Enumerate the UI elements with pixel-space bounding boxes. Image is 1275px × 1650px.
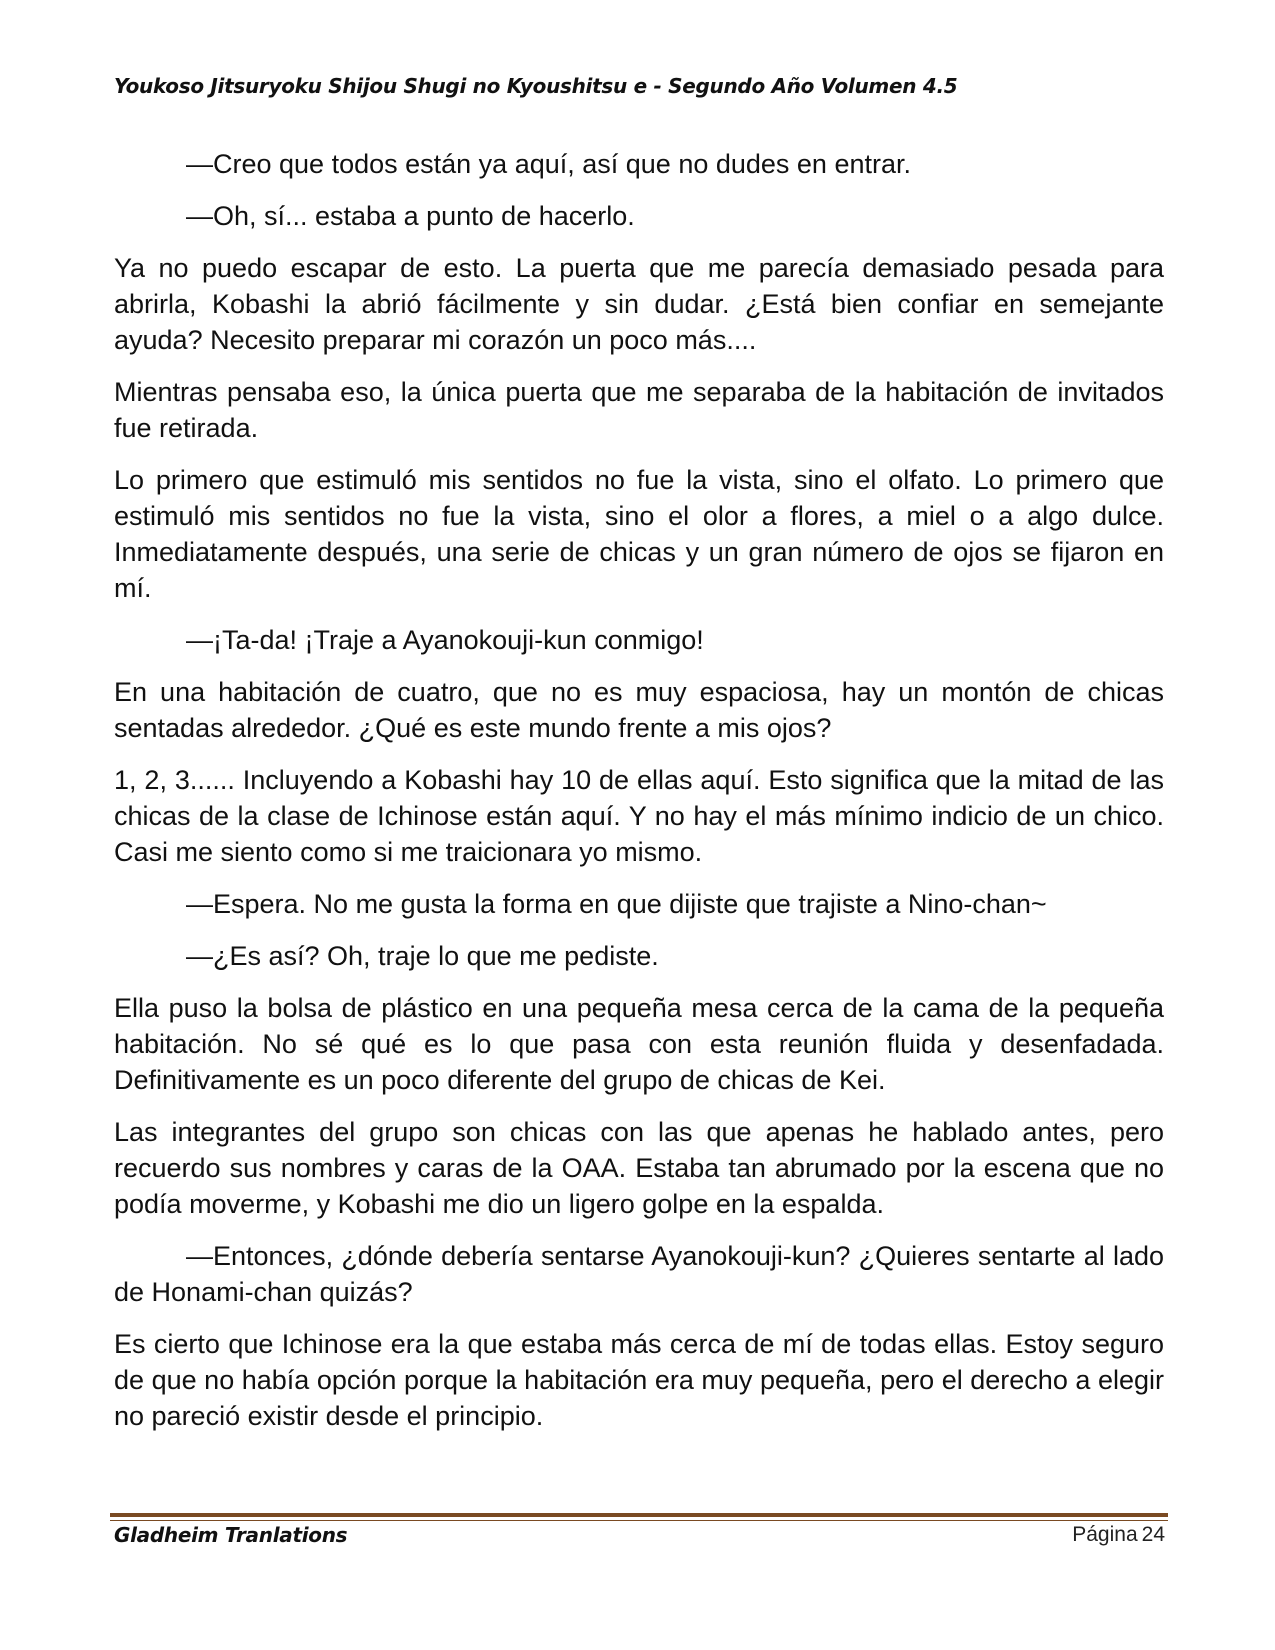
body-paragraph: Lo primero que estimuló mis sentidos no fue la vista, sino el olfato. Lo primero que estimuló mis sentidos no fue la vista, sino el olor a flores, a miel o a algo dulce. Inmediatamente después, una serie de chicas y un gran número de ojos se fijaron en mí. <box>114 465 1164 603</box>
body-paragraph: Ella puso la bolsa de plástico en una pequeña mesa cerca de la cama de la pequeña habitación. No sé qué es lo que pasa con esta reunión fluida y desenfadada. Definitivamente es un poco diferente del grupo de chicas de Kei. <box>114 993 1164 1095</box>
body-paragraph: Las integrantes del grupo son chicas con las que apenas he hablado antes, pero recuerdo sus nombres y caras de la OAA. Estaba tan abrumado por la escena que no podía moverme, y Kobashi me dio un ligero golpe en la espalda. <box>114 1117 1164 1219</box>
body-paragraph: 1, 2, 3...... Incluyendo a Kobashi hay 10 de ellas aquí. Esto significa que la mitad de las chicas de la clase de Ichinose están aquí. Y no hay el más mínimo indicio de un chico. Casi me siento como si me traicionara yo mismo. <box>114 765 1164 867</box>
body-paragraph: Ya no puedo escapar de esto. La puerta que me parecía demasiado pesada para abrirla, Kobashi la abrió fácilmente y sin dudar. ¿Está bien confiar en semejante ayuda? Necesito preparar mi corazón un poco más.... <box>114 253 1164 355</box>
footer-divider <box>110 1513 1168 1517</box>
footer-credit: Gladheim Tranlations <box>114 1523 348 1547</box>
dialog-paragraph: —Entonces, ¿dónde debería sentarse Ayanokouji-kun? ¿Quieres sentarte al lado de Honami-chan quizás? <box>114 1241 1164 1307</box>
dialog-paragraph: —¿Es así? Oh, traje lo que me pediste. <box>186 941 659 971</box>
page-number-label <box>1072 1523 1165 1547</box>
page-body <box>114 146 1164 1450</box>
header-title: Youkoso Jitsuryoku Shijou Shugi no Kyoushitsu e - Segundo Año Volumen 4.5 <box>114 74 958 98</box>
dialog-paragraph: —Oh, sí... estaba a punto de hacerlo. <box>186 201 635 231</box>
body-paragraph: Es cierto que Ichinose era la que estaba más cerca de mí de todas ellas. Estoy seguro de que no había opción porque la habitación era muy pequeña, pero el derecho a elegir no pareció existir desde el principio. <box>114 1329 1164 1431</box>
dialog-paragraph: —Espera. No me gusta la forma en que dijiste que trajiste a Nino-chan~ <box>186 889 1047 919</box>
dialog-paragraph: —¡Ta-da! ¡Traje a Ayanokouji-kun conmigo! <box>186 625 704 655</box>
body-paragraph: Mientras pensaba eso, la única puerta que me separaba de la habitación de invitados fue retirada. <box>114 377 1164 443</box>
dialog-paragraph: —Creo que todos están ya aquí, así que no dudes en entrar. <box>186 149 911 179</box>
page-label: Página <box>1072 1523 1138 1546</box>
page-number: 24 <box>1141 1523 1165 1546</box>
footer-divider-thin <box>110 1520 1168 1521</box>
body-paragraph: En una habitación de cuatro, que no es muy espaciosa, hay un montón de chicas sentadas alrededor. ¿Qué es este mundo frente a mis ojos? <box>114 677 1164 743</box>
